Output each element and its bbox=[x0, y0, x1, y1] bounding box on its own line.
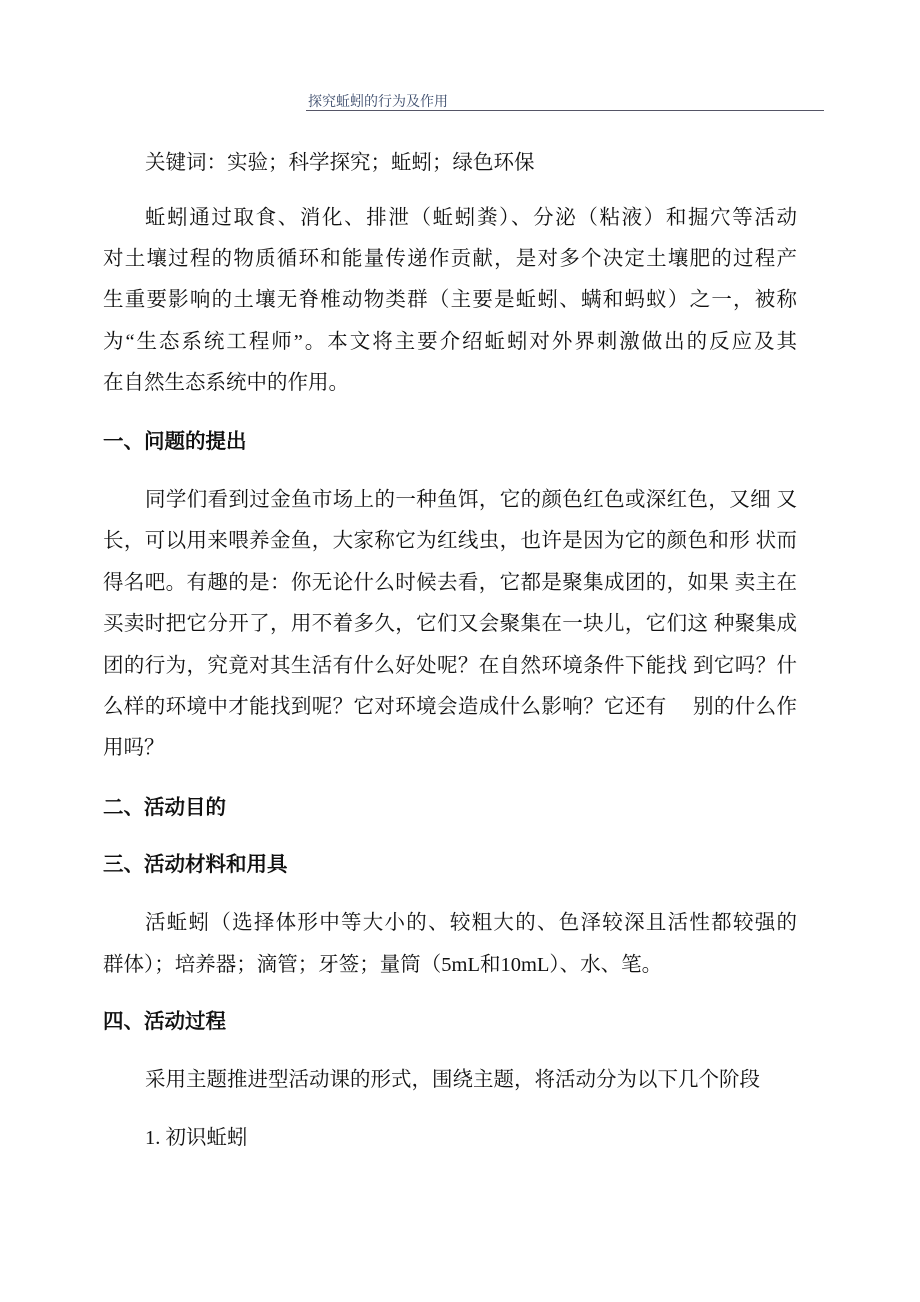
section-heading: 二、活动目的 bbox=[103, 797, 226, 819]
paragraph-line: 群体）；培养器；滴管；牙签；量筒（5mL和10mL）、水、笔。 bbox=[103, 954, 663, 976]
section-heading: 四、活动过程 bbox=[103, 1011, 226, 1033]
paragraph-line: 么样的环境中才能找到呢？它对环境会造成什么影响？它还有 别的什么作 bbox=[103, 696, 797, 718]
intro-line: 在自然生态系统中的作用。 bbox=[103, 372, 349, 394]
list-item: 1. 初识蚯蚓 bbox=[145, 1127, 248, 1149]
intro-line: 为“生态系统工程师”。本文将主要介绍蚯蚓对外界刺激做出的反应及其 bbox=[103, 331, 797, 353]
intro-line: 对土壤过程的物质循环和能量传递作贡献，是对多个决定土壤肥的过程产 bbox=[103, 248, 797, 270]
keywords: 关键词：实验；科学探究；蚯蚓；绿色环保 bbox=[145, 152, 535, 174]
paragraph-line: 采用主题推进型活动课的形式，围绕主题，将活动分为以下几个阶段 bbox=[145, 1069, 760, 1091]
section-heading: 三、活动材料和用具 bbox=[103, 854, 288, 876]
section-heading: 一、问题的提出 bbox=[103, 431, 247, 453]
paragraph-line: 同学们看到过金鱼市场上的一种鱼饵，它的颜色红色或深红色，又细 又 bbox=[145, 489, 797, 511]
paragraph-line: 团的行为，究竟对其生活有什么好处呢？在自然环境条件下能找 到它吗？什 bbox=[103, 655, 797, 677]
intro-line: 生重要影响的土壤无脊椎动物类群（主要是蚯蚓、螨和蚂蚁）之一，被称 bbox=[103, 289, 797, 311]
paragraph-line: 长，可以用来喂养金鱼，大家称它为红线虫，也许是因为它的颜色和形 状而 bbox=[103, 530, 797, 552]
paragraph-line: 买卖时把它分开了，用不着多久，它们又会聚集在一块儿，它们这 种聚集成 bbox=[103, 613, 797, 635]
paragraph-line: 用吗？ bbox=[103, 737, 165, 759]
running-header: 探究蚯蚓的行为及作用 bbox=[308, 95, 448, 110]
intro-line: 蚯蚓通过取食、消化、排泄（蚯蚓粪）、分泌（粘液）和掘穴等活动 bbox=[145, 207, 797, 229]
paragraph-line: 得名吧。有趣的是：你无论什么时候去看，它都是聚集成团的，如果 卖主在 bbox=[103, 572, 797, 594]
paragraph-line: 活蚯蚓（选择体形中等大小的、较粗大的、色泽较深且活性都较强的 bbox=[145, 912, 797, 934]
header-rule bbox=[306, 110, 824, 111]
